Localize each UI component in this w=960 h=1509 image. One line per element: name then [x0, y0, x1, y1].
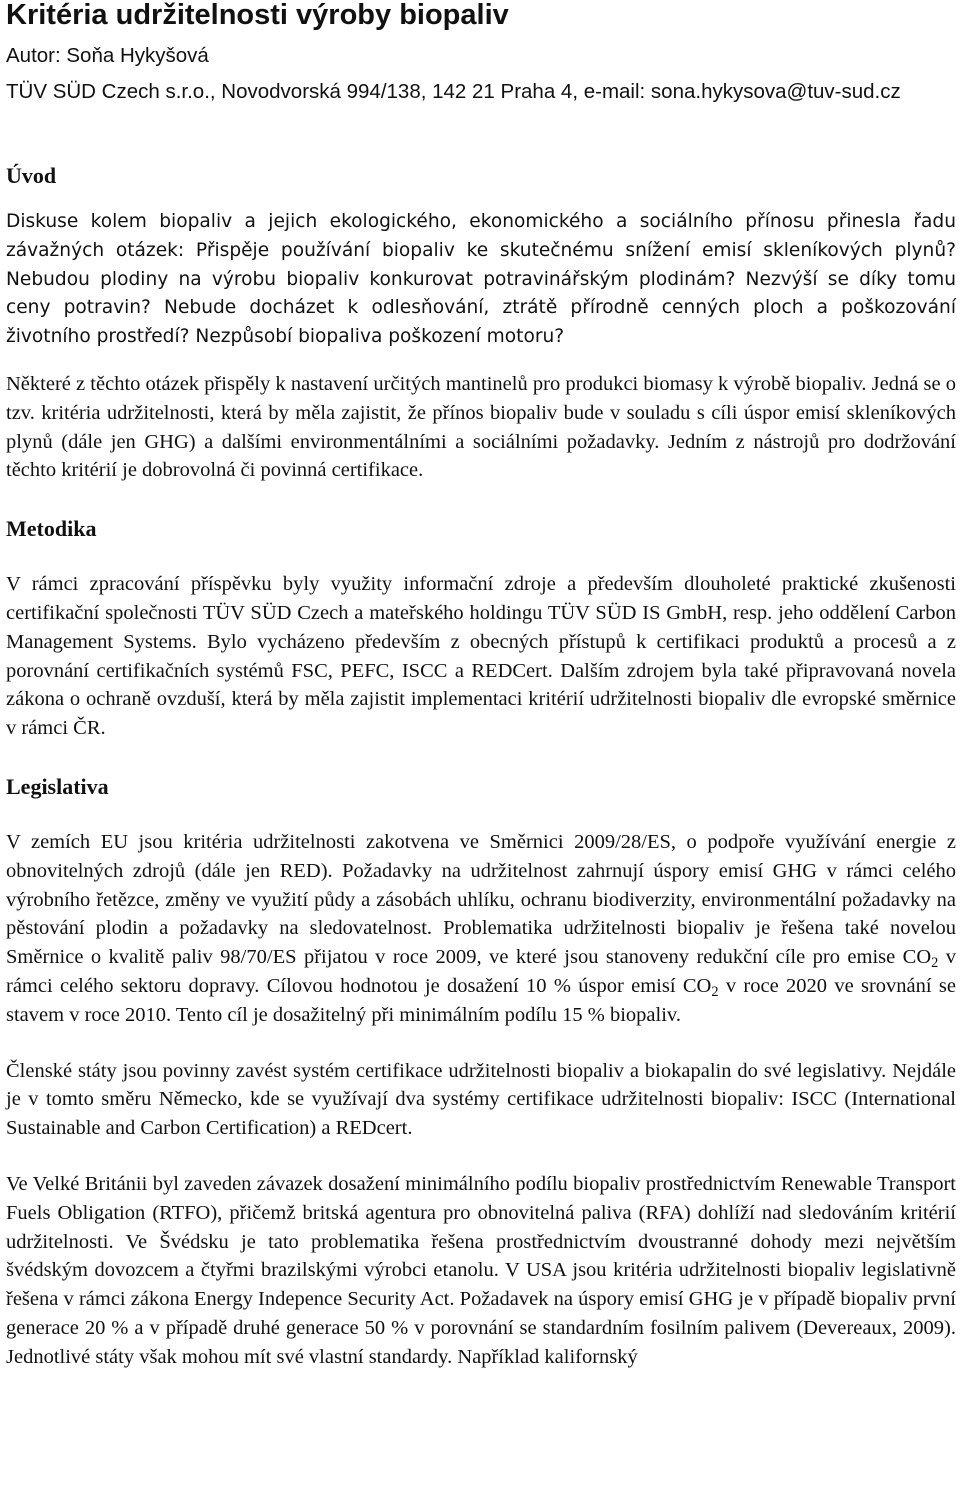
author-line: Autor: Soňa Hykyšová	[6, 44, 209, 67]
uvod-paragraph-2: Některé z těchto otázek přispěly k nastavení určitých mantinelů pro produkci biomasy k výrobě biopaliv. Jedná se o tzv. kritéria udržitelnosti, která by měla zajistit, že přínos biopaliv bude v souladu s cíli úspor emisí skleníkových plynů (dále jen GHG) a dalšími environmentálními a sociálními požadavky. Jedním z nástrojů pro dodržování těchto kritérií je dobrovolná či povinná certifikace.	[6, 372, 956, 482]
legislativa-text-part-3: v roce 2020 ve srovnání se stavem v roce 2010. Tento cíl je dosažitelný při minimálním podílu 15 % biopaliv.	[6, 974, 956, 1026]
heading-legislativa: Legislativa	[6, 773, 109, 799]
heading-uvod: Úvod	[6, 163, 57, 188]
uvod-paragraph-1: Diskuse kolem biopaliv a jejich ekologického, ekonomického a sociálního přínosu přinesla řadu závažných otázek: Přispěje používání biopaliv ke skutečnému snížení emisí skleníkových plynů? Nebudou plodiny na výrobu biopaliv konkurovat potravinářským plodinám? Nezvýší se díky tomu ceny potravin? Nebude docházet k odlesňování, ztrátě přírodně cenných ploch a poškozování životního prostředí? Nezpůsobí biopaliva poškození motoru?	[6, 211, 956, 348]
legislativa-text-part-2: v rámci celého sektoru dopravy. Cílovou hodnotou je dosažení 10 % úspor emisí CO	[6, 946, 956, 997]
co2-subscript: 2	[931, 955, 939, 972]
co2-subscript: 2	[711, 983, 719, 1000]
metodika-paragraph-1: V rámci zpracování příspěvku byly využity informační zdroje a především dlouholeté praktické zkušenosti certifikační společnosti TÜV SÜD Czech a mateřského holdingu TÜV SÜD IS GmbH, resp. jeho oddělení Carbon Management Systems. Bylo vycházeno především z obecných přístupů k certifikaci produktů a procesů a z porovnání certifikačních systémů FSC, PEFC, ISCC a REDCert. Dalším zdrojem byla také připravovaná novela zákona o ochraně ovzduší, která by měla zajistit implementaci kritérií udržitelnosti biopaliv dle evropské směrnice v rámci ČR.	[6, 573, 956, 740]
legislativa-text-part-1: V zemích EU jsou kritéria udržitelnosti zakotvena ve Směrnici 2009/28/ES, o podpoře využívání energie z obnovitelných zdrojů (dále jen RED). Požadavky na udržitelnost zahrnují úspory emisí GHG v rámci celého výrobního řetězce, změny ve využití půdy a zásobách uhlíku, ochranu biodiverzity, environmentální požadavky na pěstování plodin a požadavky na sledovatelnost. Problematika udržitelnosti biopaliv je řešena také novelou Směrnice o kvalitě paliv 98/70/ES přijatou v roce 2009, ve které jsou stanoveny redukční cíle pro emise CO	[6, 830, 956, 969]
legislativa-paragraph-3: Ve Velké Británii byl zaveden závazek dosažení minimálního podílu biopaliv prostřednictvím Renewable Transport Fuels Obligation (RTFO), přičemž britská agentura pro obnovitelná paliva (RFA) dohlíží nad sledováním kritérií udržitelnosti. Ve Švédsku je tato problematika řešena prostřednictvím dvoustranné dohody mezi největším švédským dovozcem a čtyřmi brazilskými výrobci etanolu. V USA jsou kritéria udržitelnosti biopaliv legislativně řešena v rámci zákona Energy Indepence Security Act. Požadavek na úspory emisí GHG je v případě biopaliv první generace 20 % a v případě druhé generace 50 % v porovnání se standardním fosilním palivem (Devereaux, 2009). Jednotlivé státy však mohou mít své vlastní standardy. Například kalifornský	[6, 1172, 956, 1368]
legislativa-paragraph-1	[6, 828, 956, 1030]
document-page	[6, 0, 956, 1372]
legislativa-paragraph-2: Členské státy jsou povinny zavést systém certifikace udržitelnosti biopaliv a biokapalin do své legislativy. Nejdále je v tomto směru Německo, kde se využívají dva systémy certifikace udržitelnosti biopaliv: ISCC (International Sustainable and Carbon Certification) a REDcert.	[6, 1059, 956, 1140]
address-line: TÜV SÜD Czech s.r.o., Novodvorská 994/138, 142 21 Praha 4, e-mail: sona.hykysova@tuv-sud.cz	[6, 80, 901, 103]
document-title: Kritéria udržitelnosti výroby biopaliv	[6, 0, 509, 31]
heading-metodika: Metodika	[6, 516, 97, 542]
